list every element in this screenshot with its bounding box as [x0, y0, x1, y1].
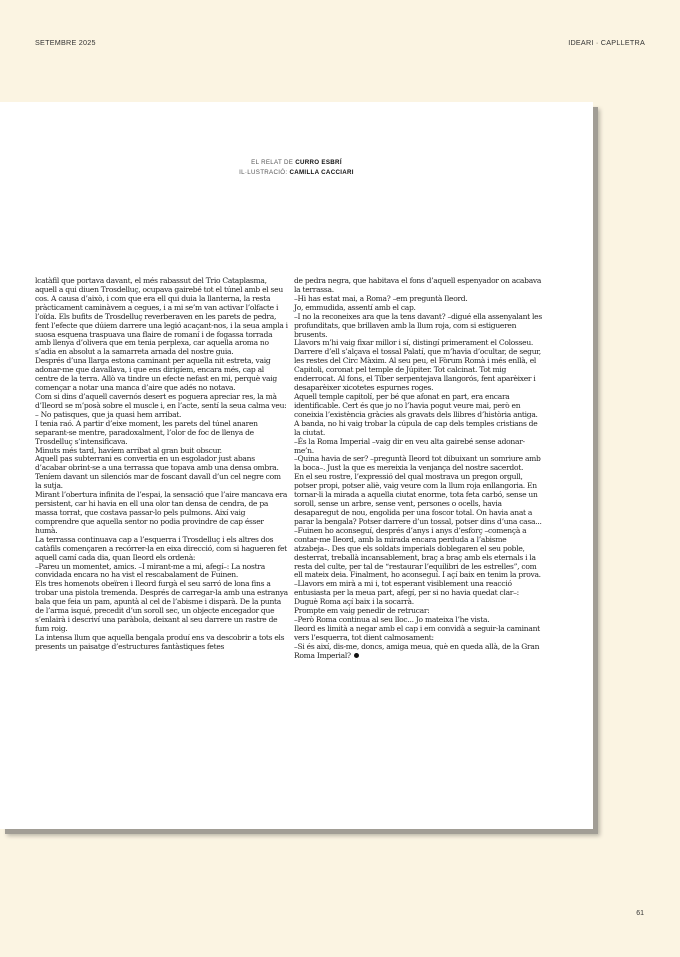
paragraph: Com si dins d’aquell cavernós desert es poguera apreciar res, la mà d’Ileord se m’posà sobre el muscle i, en l’acte, sentí la seua calma veu:: [35, 391, 287, 410]
paragraph: –Fuinen ho aconseguí, després d’anys i anys d’esforç –començà a contar-me Ileord, amb la mirada encara perduda a l’abisme atzabeja–. Des que els soldats imperials doblegaren el seu poble, desterrat, treballà incansablement, braç a braç amb els eternals i la resta del culte, per tal de “restaurar l’equilibri de les estrelles”, com ell mateix deia. Finalment, ho aconseguí. I açí baix en tenim la prova. –Llavors em mirà a mi i, tot esperant visiblement una reacció entusiasta per la meua part, afegí, per si no havia quedat clar–: Duguè Roma açí baix i la socarrà.: [294, 525, 541, 607]
paragraph: Minuts més tard, havíem arribat al gran buit obscur.: [35, 445, 222, 455]
final-paragraph: [294, 643, 543, 661]
paragraph: Llavors m’hi vaig fixar millor i sí, distingí primerament el Colosseu. Darrere d’ell s’alçava el tossal Palatí, que m’havia d’ocultar, de segur, les restes del Circ Màxim. Al seu peu, el Fòrum Romà i més enllà, el Capitoli, coronat pel temple de Júpiter. Tot calcinat. Tot mig enderrocat. Al fons, el Tíber serpentejava llangorós, fent aparèixer i desaparèixer xicotetes espurnes roges.: [294, 338, 541, 393]
paragraph: –Quina havia de ser? –preguntà Ileord tot dibuixant un somriure amb la boca–. Just la que es mereixia la venjança del nostre sacerdot.: [294, 454, 541, 473]
illustrator-label: IL·LUSTRACIÓ: [239, 169, 286, 176]
paragraph: Aquell pas subterrani es convertia en un esgolador just abans d’acabar obrint-se a una terrassa que topava amb una densa ombra. Teníem davant un silenciós mar de foscant davall d’un cel negre com la sutja.: [35, 454, 281, 491]
page-number: 61: [636, 910, 644, 917]
author-credit: [0, 158, 593, 168]
illustrator-name: CAMILLA CACCIARI: [289, 169, 354, 176]
end-of-story-icon: [354, 653, 359, 658]
running-head-date: SETEMBRE 2025: [35, 38, 96, 47]
paragraph: Els tres homenots obeïren i Ileord furgà el seu sarró de lona fins a trobar una pistola tremenda. Després de carregar-la amb una estranya bala que feia un pam, apuntà al cel de l’abisme i disparà. De la punta de l’arma isqué, precedit d’un soroll sec, un objecte encegador que s’enlairà i descriví una paràbola, deixant al seu darrere un rastre de fum roig.: [35, 579, 288, 633]
paragraph: –És la Roma Imperial –vaig dir en veu alta gairebé sense adonar-me’n.: [294, 436, 525, 455]
paragraph: –Hi has estat mai, a Roma? –em preguntà Ileord.: [294, 293, 468, 303]
illustrator-credit: IL·LUSTRACIÓ: CAMILLA CACCIARI: [239, 169, 354, 176]
paragraph: I tenia raó. A partir d’eixe moment, les parets del túnel anaren separant-se mentre, paradoxalment, l’olor de foc de llenya de Trosdelluç s’intensificava.: [35, 418, 258, 446]
text-column-right: [294, 277, 543, 661]
paragraph: La terrassa continuava cap a l’esquerra i Trosdelluç i els altres dos catàfils començaren a recórrer-la en eixa direcció, com si hagueren fet aquell camí cada dia, quan Ileord els ordenà:: [35, 534, 287, 562]
final-paragraph-text: –Si és així, dis-me, doncs, amiga meua, què en queda allà, de la Gran Roma Imperial?: [294, 641, 540, 660]
paragraph: lcatàfil que portava davant, el més rabassut del Trio Cataplasma, aquell a qui diuen Trosdelluç, ocupava gairebé tot el túnel amb el seu cos. A causa d’això, i com que era ell qui duia la llanterna, la resta pràcticament caminàvem a cegues, i a mi se’m van activar l’olfacte i l’oïda. Els bufits de Trosdelluç reverberaven en les parets de pedra, fent l’efecte que dúiem darrere una legió acaçant-nos, i la seua ampla i suosa esquena traspuava una flaire de romaní i de fogassa torrada amb llenya d’olivera que em tenia perplexa, car aquella aroma no s’adia en absolut a la samarreta arnada del nostre guia.: [35, 276, 288, 357]
author-name: CURRO ESBRÍ: [295, 159, 342, 166]
paragraph: – No patisques, que ja quasi hem arribat.: [35, 409, 182, 419]
paragraph: –Però Roma continua al seu lloc... Jo mateixa l’he vista.: [294, 615, 490, 625]
paragraph: Jo, emmudida, assentí amb el cap.: [294, 302, 416, 312]
paragraph: –Pareu un momentet, amics. –I mirant-me a mi, afegí–: La nostra convidada encara no ha vist el rescabalament de Fuinen.: [35, 561, 265, 580]
paragraph: Ileord es limità a negar amb el cap i em convidà a seguir-la caminant vers l’esquerra, tot dient calmosament:: [294, 623, 540, 642]
paragraph: Després d’una llarga estona caminant per aquella nit estreta, vaig adonar-me que davallava, i que ens dirigíem, encara més, cap al centre de la terra. Allò va tindre un efecte nefast en mi, perquè vaig començar a notar una manca d’aire que adés no notava.: [35, 356, 277, 393]
paragraph: Mirant l’obertura infinita de l’espai, la sensació que l’aire mancava era persistent, car hi havia en ell una olor tan densa de cendra, de pa massa torrat, que costava passar-lo pels pulmons. Així vaig comprendre que aquella sentor no podia provindre de cap ésser humà.: [35, 490, 288, 535]
paragraph: de pedra negra, que habitava el fons d’aquell espenyador on acabava la terrassa.: [294, 276, 542, 294]
story-credits: [0, 158, 593, 178]
paragraph: En el seu rostre, l’expressió del qual mostrava un pregon orgull, potser propi, potser aliè, vaig veure com la llum roja enllangoria. En tornar-li la mirada a aquella ciutat enorme, tota feta carbó, sense un soroll, sense un arbre, sense vent, persones o ocells, havia desaparegut de nou, engolida per una foscor total. On havia anat a parar la bengala? Potser darrere d’un tossal, potser dins d’una casa...: [294, 472, 542, 526]
paragraph: –I no la reconeixes ara que la tens davant? –digué ella assenyalant les profunditats, que brillaven amb la llum roja, com si estigueren brusents.: [294, 311, 542, 339]
author-label: EL RELAT DE: [251, 159, 294, 166]
running-head-section: IDEARI · CAPLLETRA: [568, 38, 645, 47]
paragraph: La intensa llum que aquella bengala produí ens va descobrir a tots els presents un paisatge d’estructures fantàstiques fetes: [35, 632, 285, 651]
text-column-left: [35, 277, 288, 652]
paragraph: Prompte em vaig penedir de retrucar:: [294, 606, 430, 616]
story-sheet: [0, 102, 593, 829]
paragraph: Aquell temple capitolí, per bé que afonat en part, era encara identificable. Cert és que jo no l’havia pogut veure mai, però en coneixia l’existència gràcies als gravats dels llibres d’història antiga. A banda, no hi vaig trobar la cúpula de cap dels temples cristians de la ciutat.: [294, 391, 538, 437]
